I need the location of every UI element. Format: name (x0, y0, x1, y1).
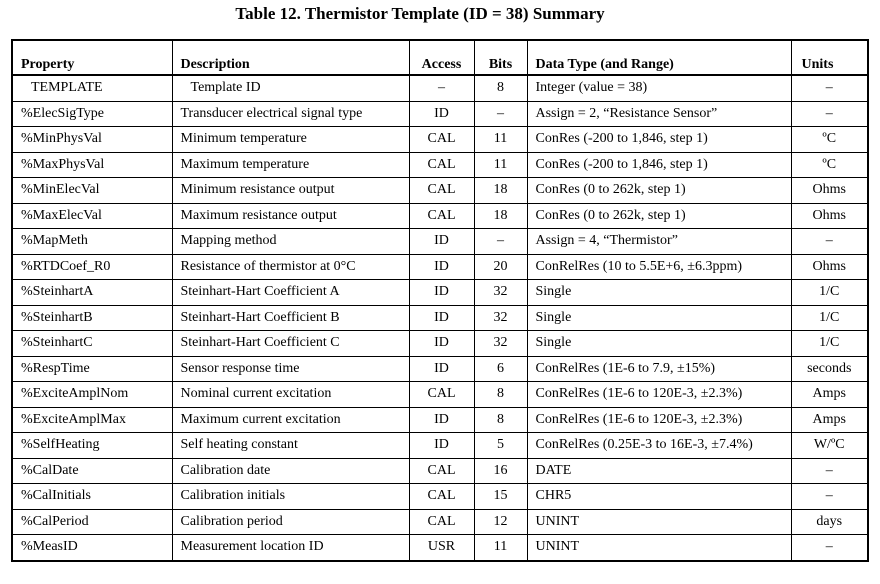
table-row (12, 178, 868, 204)
cell-units: 1/C (791, 305, 868, 331)
cell-property: %ExciteAmplNom (12, 382, 172, 408)
cell-bits: 18 (474, 203, 527, 229)
cell-description: Maximum resistance output (172, 203, 409, 229)
cell-access: CAL (409, 178, 474, 204)
cell-description: Calibration period (172, 509, 409, 535)
cell-description: Transducer electrical signal type (172, 101, 409, 127)
cell-property: %CalPeriod (12, 509, 172, 535)
cell-units: Ohms (791, 203, 868, 229)
table-row (12, 280, 868, 306)
cell-access: ID (409, 433, 474, 459)
table-row (12, 331, 868, 357)
cell-access: ID (409, 407, 474, 433)
cell-property: %RespTime (12, 356, 172, 382)
cell-data-type: ConRes (0 to 262k, step 1) (527, 178, 791, 204)
cell-units: days (791, 509, 868, 535)
cell-units: 1/C (791, 280, 868, 306)
cell-data-type: ConRelRes (0.25E-3 to 16E-3, ±7.4%) (527, 433, 791, 459)
cell-units: ºC (791, 127, 868, 153)
header-access: Access (409, 40, 474, 75)
table-row (12, 75, 868, 101)
cell-access: CAL (409, 152, 474, 178)
cell-access: – (409, 75, 474, 101)
table-row (12, 203, 868, 229)
cell-property: %MaxPhysVal (12, 152, 172, 178)
table-row (12, 356, 868, 382)
cell-property: %SteinhartC (12, 331, 172, 357)
cell-data-type: ConRes (-200 to 1,846, step 1) (527, 127, 791, 153)
table-title: Table 12. Thermistor Template (ID = 38) Summary (235, 4, 605, 23)
cell-property: %CalInitials (12, 484, 172, 510)
cell-property: %ExciteAmplMax (12, 407, 172, 433)
cell-property: %SelfHeating (12, 433, 172, 459)
cell-bits: 16 (474, 458, 527, 484)
header-property: Property (12, 40, 172, 75)
table-row (12, 484, 868, 510)
cell-description: Sensor response time (172, 356, 409, 382)
table-row (12, 433, 868, 459)
cell-units: – (791, 75, 868, 101)
cell-description: Minimum resistance output (172, 178, 409, 204)
cell-data-type: UNINT (527, 509, 791, 535)
cell-units: Ohms (791, 178, 868, 204)
table-row (12, 382, 868, 408)
cell-data-type: ConRes (0 to 262k, step 1) (527, 203, 791, 229)
cell-access: USR (409, 535, 474, 561)
cell-units: Amps (791, 382, 868, 408)
table-row (12, 152, 868, 178)
cell-bits: 11 (474, 535, 527, 561)
cell-bits: 20 (474, 254, 527, 280)
header-bits: Bits (474, 40, 527, 75)
cell-units: Ohms (791, 254, 868, 280)
cell-access: ID (409, 331, 474, 357)
cell-units: – (791, 484, 868, 510)
table-row (12, 127, 868, 153)
cell-access: CAL (409, 203, 474, 229)
cell-description: Template ID (172, 75, 409, 101)
cell-data-type: DATE (527, 458, 791, 484)
cell-property: %MapMeth (12, 229, 172, 255)
header-units: Units (791, 40, 868, 75)
cell-data-type: Integer (value = 38) (527, 75, 791, 101)
cell-units: – (791, 535, 868, 561)
cell-property: TEMPLATE (12, 75, 172, 101)
cell-data-type: Single (527, 305, 791, 331)
cell-units: ºC (791, 152, 868, 178)
cell-property: %MinPhysVal (12, 127, 172, 153)
cell-data-type: Single (527, 280, 791, 306)
cell-description: Measurement location ID (172, 535, 409, 561)
header-description: Description (172, 40, 409, 75)
table-row (12, 509, 868, 535)
cell-bits: – (474, 101, 527, 127)
cell-data-type: ConRelRes (10 to 5.5E+6, ±6.3ppm) (527, 254, 791, 280)
cell-units: 1/C (791, 331, 868, 357)
cell-property: %SteinhartA (12, 280, 172, 306)
cell-property: %ElecSigType (12, 101, 172, 127)
cell-description: Maximum current excitation (172, 407, 409, 433)
cell-units: W/ºC (791, 433, 868, 459)
cell-property: %RTDCoef_R0 (12, 254, 172, 280)
cell-data-type: ConRelRes (1E-6 to 120E-3, ±2.3%) (527, 407, 791, 433)
cell-access: ID (409, 305, 474, 331)
header-data-type: Data Type (and Range) (527, 40, 791, 75)
cell-units: – (791, 101, 868, 127)
cell-bits: – (474, 229, 527, 255)
table-row (12, 101, 868, 127)
table-row (12, 305, 868, 331)
cell-data-type: Assign = 4, “Thermistor” (527, 229, 791, 255)
cell-bits: 18 (474, 178, 527, 204)
cell-data-type: CHR5 (527, 484, 791, 510)
cell-access: ID (409, 356, 474, 382)
cell-description: Steinhart-Hart Coefficient B (172, 305, 409, 331)
table-row (12, 229, 868, 255)
cell-bits: 8 (474, 407, 527, 433)
cell-property: %MinElecVal (12, 178, 172, 204)
cell-description: Calibration initials (172, 484, 409, 510)
cell-description: Nominal current excitation (172, 382, 409, 408)
cell-bits: 15 (474, 484, 527, 510)
cell-access: ID (409, 101, 474, 127)
cell-units: – (791, 229, 868, 255)
cell-description: Mapping method (172, 229, 409, 255)
cell-access: ID (409, 280, 474, 306)
cell-access: ID (409, 254, 474, 280)
cell-access: CAL (409, 509, 474, 535)
cell-data-type: Assign = 2, “Resistance Sensor” (527, 101, 791, 127)
cell-units: seconds (791, 356, 868, 382)
cell-bits: 8 (474, 382, 527, 408)
cell-bits: 12 (474, 509, 527, 535)
cell-access: ID (409, 229, 474, 255)
cell-description: Steinhart-Hart Coefficient C (172, 331, 409, 357)
cell-bits: 32 (474, 331, 527, 357)
thermistor-template-table (11, 39, 869, 562)
cell-bits: 32 (474, 280, 527, 306)
cell-data-type: ConRes (-200 to 1,846, step 1) (527, 152, 791, 178)
table-row (12, 407, 868, 433)
cell-access: CAL (409, 484, 474, 510)
header-row (12, 40, 868, 75)
cell-bits: 8 (474, 75, 527, 101)
cell-description: Minimum temperature (172, 127, 409, 153)
cell-property: %CalDate (12, 458, 172, 484)
cell-property: %MeasID (12, 535, 172, 561)
cell-bits: 11 (474, 152, 527, 178)
cell-data-type: Single (527, 331, 791, 357)
cell-bits: 11 (474, 127, 527, 153)
cell-units: – (791, 458, 868, 484)
cell-data-type: UNINT (527, 535, 791, 561)
cell-access: CAL (409, 382, 474, 408)
cell-description: Resistance of thermistor at 0°C (172, 254, 409, 280)
table-row (12, 254, 868, 280)
cell-property: %MaxElecVal (12, 203, 172, 229)
table-row (12, 535, 868, 561)
cell-data-type: ConRelRes (1E-6 to 7.9, ±15%) (527, 356, 791, 382)
cell-units: Amps (791, 407, 868, 433)
cell-description: Steinhart-Hart Coefficient A (172, 280, 409, 306)
cell-property: %SteinhartB (12, 305, 172, 331)
cell-access: CAL (409, 127, 474, 153)
cell-bits: 5 (474, 433, 527, 459)
cell-description: Calibration date (172, 458, 409, 484)
cell-bits: 6 (474, 356, 527, 382)
cell-access: CAL (409, 458, 474, 484)
cell-bits: 32 (474, 305, 527, 331)
cell-description: Maximum temperature (172, 152, 409, 178)
table-row (12, 458, 868, 484)
cell-data-type: ConRelRes (1E-6 to 120E-3, ±2.3%) (527, 382, 791, 408)
cell-description: Self heating constant (172, 433, 409, 459)
